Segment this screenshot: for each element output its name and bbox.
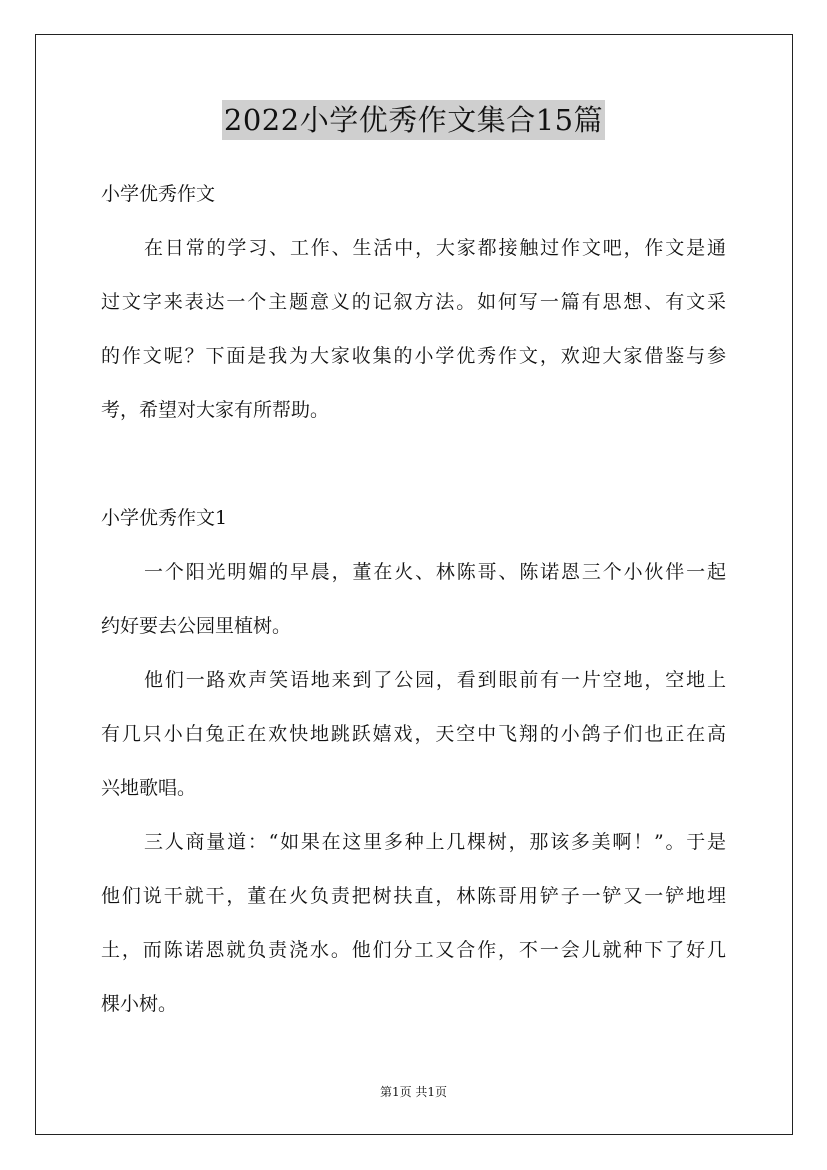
- para-3-line-1: 三人商量道：“如果在这里多种上几棵树，那该多美啊！”。于是: [144, 831, 726, 853]
- para-3-line-2: 他们说干就干，董在火负责把树扶直，林陈哥用铲子一铲又一铲地埋: [101, 885, 726, 907]
- para-3-line-3: 土，而陈诺恩就负责浇水。他们分工又合作，不一会儿就种下了好几: [101, 939, 726, 961]
- intro-line-3: 的作文呢？下面是我为大家收集的小学优秀作文，欢迎大家借鉴与参: [101, 345, 726, 367]
- para-2-line-3: 兴地歌唱。: [101, 777, 197, 799]
- para-1-line-2: 约好要去公园里植树。: [101, 615, 292, 637]
- intro-line-2: 过文字来表达一个主题意义的记叙方法。如何写一篇有思想、有文采: [101, 291, 726, 313]
- essay-1-heading: 小学优秀作文1: [101, 507, 228, 529]
- title-container: [0, 100, 827, 140]
- page-number-footer: 第1页 共1页: [379, 1085, 448, 1099]
- para-3-line-4: 棵小树。: [101, 993, 178, 1015]
- document-title: 2022小学优秀作文集合15篇: [222, 100, 605, 140]
- intro-line-1: 在日常的学习、工作、生活中，大家都接触过作文吧，作文是通: [144, 237, 726, 259]
- para-1-line-1: 一个阳光明媚的早晨，董在火、林陈哥、陈诺恩三个小伙伴一起: [144, 561, 726, 583]
- section-heading: 小学优秀作文: [101, 183, 216, 205]
- para-2-line-2: 有几只小白兔正在欢快地跳跃嬉戏，天空中飞翔的小鸽子们也正在高: [101, 723, 726, 745]
- para-2-line-1: 他们一路欢声笑语地来到了公园，看到眼前有一片空地，空地上: [144, 669, 726, 691]
- intro-line-4: 考，希望对大家有所帮助。: [101, 399, 330, 421]
